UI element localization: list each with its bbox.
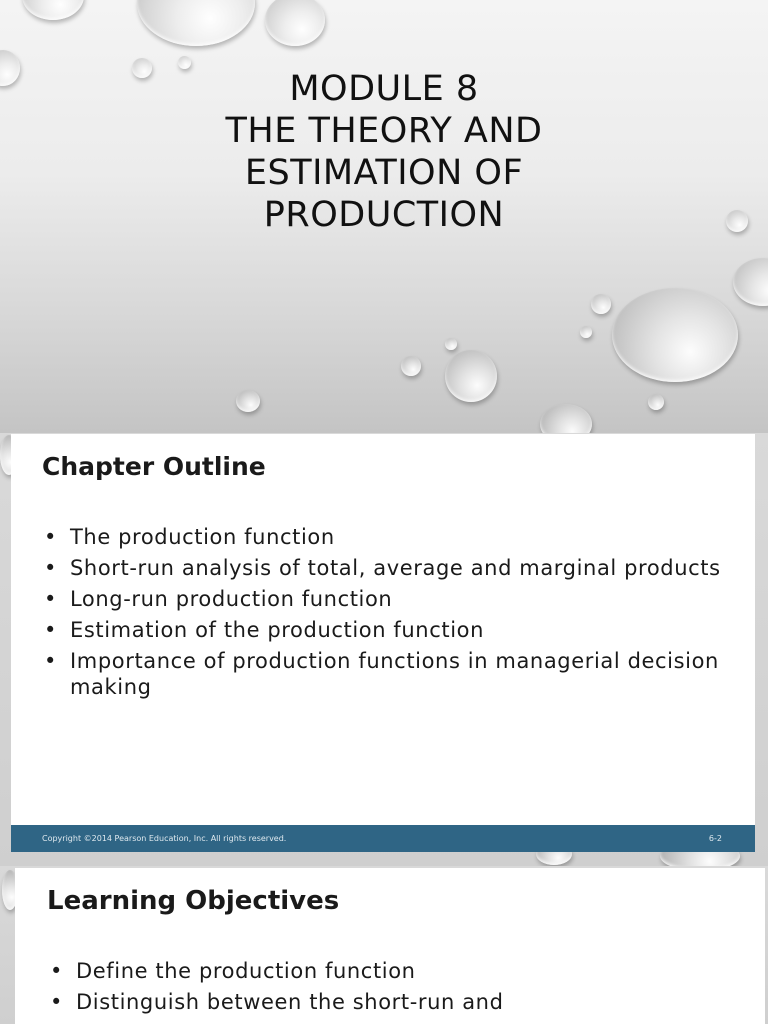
water-drop-decoration [265, 0, 325, 46]
water-drop-decoration [612, 288, 738, 382]
title-slide [0, 0, 768, 433]
list-item: • Estimation of the production function [42, 617, 742, 643]
list-item: • Define the production function [48, 958, 758, 984]
water-drop-decoration [137, 0, 255, 46]
title-line: PRODUCTION [263, 195, 505, 235]
water-drop-decoration [22, 0, 84, 20]
list-item: • Long-run production function [42, 586, 742, 612]
slide-footer [11, 825, 755, 852]
chapter-outline-slide [0, 433, 768, 866]
water-drop-decoration [236, 390, 260, 412]
slide-content [11, 434, 755, 852]
water-drop-decoration [733, 258, 768, 306]
list-item: • Importance of production functions in managerial decision making [42, 648, 742, 700]
water-drop-decoration [648, 394, 664, 410]
water-drop-decoration [445, 350, 497, 402]
bullet-list [42, 524, 742, 705]
title-line: THE THEORY AND [225, 111, 543, 151]
water-drop-decoration [540, 404, 592, 433]
water-drop-decoration [591, 294, 611, 314]
learning-objectives-slide [0, 866, 768, 1024]
slide-number: 6-2 [708, 834, 722, 843]
list-item: • Distinguish between the short-run and [48, 989, 758, 1015]
water-drop-decoration [401, 356, 421, 376]
slide-content [15, 868, 765, 1024]
title-line: MODULE 8 [289, 69, 479, 109]
slide-title [0, 68, 768, 236]
bullet-list [48, 958, 758, 1020]
slide-heading: Chapter Outline [42, 452, 266, 481]
water-drop-decoration [445, 338, 457, 350]
slide-heading: Learning Objectives [47, 886, 340, 916]
list-item: • The production function [42, 524, 742, 550]
water-drop-decoration [580, 326, 592, 338]
copyright-text: Copyright ©2014 Pearson Education, Inc. All rights reserved. [42, 834, 287, 843]
title-line: ESTIMATION OF [244, 153, 524, 193]
list-item: • Short-run analysis of total, average and marginal products [42, 555, 742, 581]
